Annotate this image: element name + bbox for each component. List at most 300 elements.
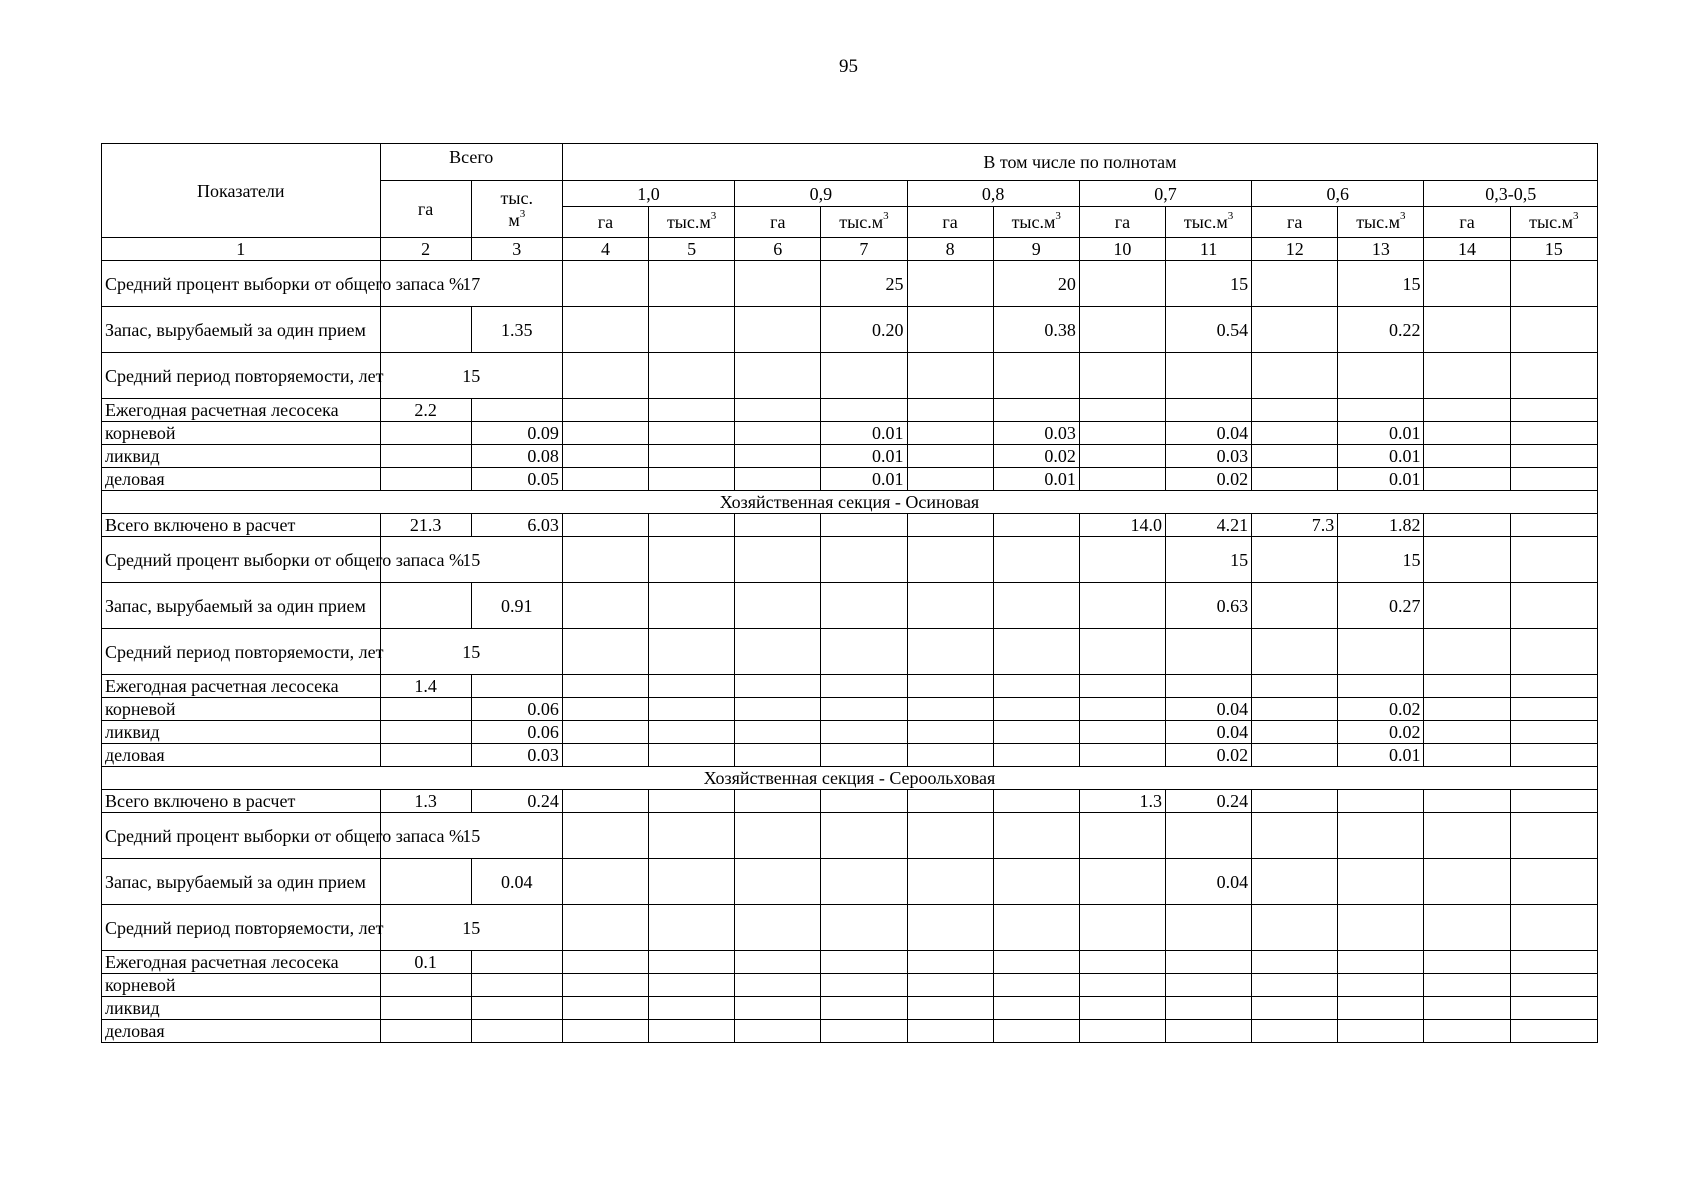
row-value-cell (649, 721, 735, 744)
row-value-cell (562, 445, 648, 468)
row-value-cell (1424, 698, 1510, 721)
row-value-cell (907, 744, 993, 767)
row-value-cell (1510, 744, 1597, 767)
row-value-cell (735, 353, 821, 399)
row-value-cell (993, 974, 1079, 997)
row-total-ha (380, 997, 471, 1020)
row-label: Всего включено в расчет (102, 514, 381, 537)
row-value-cell (735, 790, 821, 813)
row-value-cell (562, 997, 648, 1020)
row-label: деловая (102, 1020, 381, 1043)
unit-volume-cubic: 3 (1400, 210, 1406, 222)
row-value-cell: 0.03 (1165, 445, 1251, 468)
row-value-cell (649, 744, 735, 767)
row-value-cell (735, 721, 821, 744)
row-value-cell (907, 445, 993, 468)
row-value-cell (649, 445, 735, 468)
row-value-cell (735, 307, 821, 353)
row-value-cell (562, 790, 648, 813)
row-value-cell: 0.02 (1165, 468, 1251, 491)
row-value-cell: 0.01 (1338, 744, 1424, 767)
row-value-cell (562, 859, 648, 905)
row-value-cell (1510, 514, 1597, 537)
row-value-cell (907, 468, 993, 491)
row-value-cell (1079, 859, 1165, 905)
row-value-cell (993, 744, 1079, 767)
row-total-merged: 17 (380, 261, 562, 307)
row-value-cell: 0.02 (1165, 744, 1251, 767)
row-value-cell (1424, 445, 1510, 468)
row-value-cell (1424, 307, 1510, 353)
row-value-cell (1252, 790, 1338, 813)
row-total-volume: 0.04 (471, 859, 562, 905)
row-total-ha (380, 468, 471, 491)
row-value-cell: 0.38 (993, 307, 1079, 353)
row-value-cell: 0.01 (1338, 468, 1424, 491)
row-value-cell (993, 583, 1079, 629)
row-value-cell (1079, 353, 1165, 399)
section-title: Хозяйственная секция - Сероольховая (102, 767, 1598, 790)
unit-volume-cubic: 3 (1055, 210, 1061, 222)
row-value-cell: 25 (821, 261, 907, 307)
density-0-3-0-5: 0,3-0,5 (1424, 181, 1598, 207)
row-value-cell (735, 399, 821, 422)
row-label: корневой (102, 974, 381, 997)
unit-volume (1510, 207, 1597, 238)
row-value-cell: 0.02 (1338, 698, 1424, 721)
row-value-cell: 0.54 (1165, 307, 1251, 353)
row-value-cell (1079, 537, 1165, 583)
row-total-ha: 21.3 (380, 514, 471, 537)
unit-volume-cubic: 3 (883, 210, 889, 222)
row-value-cell (1510, 698, 1597, 721)
unit-ha: га (562, 207, 648, 238)
table-row (102, 514, 1598, 537)
unit-volume-cubic: 3 (1572, 210, 1579, 222)
row-value-cell (735, 813, 821, 859)
table-row (102, 859, 1598, 905)
row-value-cell (735, 997, 821, 1020)
row-total-ha (380, 721, 471, 744)
row-total-ha (380, 422, 471, 445)
row-value-cell (821, 698, 907, 721)
row-value-cell (649, 307, 735, 353)
table-row (102, 399, 1598, 422)
row-value-cell (821, 974, 907, 997)
row-value-cell (821, 583, 907, 629)
table-row (102, 951, 1598, 974)
row-value-cell (1165, 951, 1251, 974)
row-label: Всего включено в расчет (102, 790, 381, 813)
row-value-cell (1338, 859, 1424, 905)
row-value-cell (1079, 629, 1165, 675)
row-value-cell (1079, 744, 1165, 767)
row-total-volume: 6.03 (471, 514, 562, 537)
row-value-cell (1165, 997, 1251, 1020)
row-value-cell (1252, 744, 1338, 767)
row-value-cell (1424, 629, 1510, 675)
row-label: Ежегодная расчетная лесосека (102, 675, 381, 698)
row-value-cell (1165, 629, 1251, 675)
row-value-cell (649, 1020, 735, 1043)
row-total-merged: 15 (380, 813, 562, 859)
row-value-cell: 0.02 (1338, 721, 1424, 744)
row-value-cell (1424, 721, 1510, 744)
unit-ha: га (1079, 207, 1165, 238)
row-value-cell (649, 790, 735, 813)
table-row (102, 629, 1598, 675)
row-value-cell (993, 537, 1079, 583)
unit-volume-label: тыс.м (839, 212, 884, 232)
row-value-cell (649, 353, 735, 399)
row-label: деловая (102, 744, 381, 767)
row-value-cell (993, 997, 1079, 1020)
row-value-cell (735, 744, 821, 767)
row-value-cell (1079, 468, 1165, 491)
row-value-cell (1424, 675, 1510, 698)
row-total-ha (380, 307, 471, 353)
column-number: 10 (1079, 238, 1165, 261)
row-total-volume (471, 675, 562, 698)
row-value-cell (649, 629, 735, 675)
row-value-cell (562, 261, 648, 307)
row-total-merged: 15 (380, 537, 562, 583)
column-number: 3 (471, 238, 562, 261)
section-title-row (102, 491, 1598, 514)
row-total-volume: 0.24 (471, 790, 562, 813)
header-total-volume (471, 181, 562, 238)
row-value-cell (1079, 974, 1165, 997)
row-value-cell (1338, 974, 1424, 997)
row-value-cell (1252, 422, 1338, 445)
row-label: ликвид (102, 997, 381, 1020)
row-value-cell (993, 629, 1079, 675)
row-value-cell: 0.01 (821, 422, 907, 445)
row-value-cell (907, 790, 993, 813)
column-number: 12 (1252, 238, 1338, 261)
row-value-cell (1079, 1020, 1165, 1043)
row-value-cell: 15 (1338, 261, 1424, 307)
row-value-cell (1510, 399, 1597, 422)
row-value-cell (1424, 399, 1510, 422)
column-number: 4 (562, 238, 648, 261)
row-value-cell (562, 721, 648, 744)
unit-volume (993, 207, 1079, 238)
row-total-ha (380, 859, 471, 905)
row-value-cell (735, 974, 821, 997)
row-label: Ежегодная расчетная лесосека (102, 399, 381, 422)
row-value-cell (735, 905, 821, 951)
forest-calculation-table (101, 143, 1598, 1043)
row-total-merged: 15 (380, 353, 562, 399)
row-value-cell (649, 675, 735, 698)
row-value-cell (1252, 698, 1338, 721)
row-value-cell (649, 974, 735, 997)
row-value-cell (1510, 951, 1597, 974)
row-value-cell (735, 675, 821, 698)
row-value-cell (1424, 468, 1510, 491)
row-value-cell (562, 307, 648, 353)
row-value-cell: 0.27 (1338, 583, 1424, 629)
row-value-cell (1424, 905, 1510, 951)
row-value-cell (993, 859, 1079, 905)
row-total-volume: 0.09 (471, 422, 562, 445)
row-value-cell (1165, 813, 1251, 859)
row-value-cell (1252, 675, 1338, 698)
row-total-ha (380, 974, 471, 997)
row-value-cell (1252, 583, 1338, 629)
row-value-cell (1252, 261, 1338, 307)
row-value-cell (993, 698, 1079, 721)
density-0-6: 0,6 (1252, 181, 1424, 207)
table-row (102, 583, 1598, 629)
row-value-cell (735, 1020, 821, 1043)
row-value-cell (562, 422, 648, 445)
column-number: 1 (102, 238, 381, 261)
row-value-cell (907, 721, 993, 744)
table-row (102, 997, 1598, 1020)
row-value-cell (907, 698, 993, 721)
row-value-cell (821, 905, 907, 951)
row-value-cell (993, 721, 1079, 744)
table-row (102, 974, 1598, 997)
row-label: Средний процент выборки от общего запаса % (102, 261, 381, 307)
row-value-cell (562, 951, 648, 974)
row-value-cell: 14.0 (1079, 514, 1165, 537)
row-value-cell (1424, 583, 1510, 629)
row-label: Запас, вырубаемый за один прием (102, 583, 381, 629)
row-value-cell (1510, 422, 1597, 445)
row-value-cell (1510, 813, 1597, 859)
table-row (102, 261, 1598, 307)
row-value-cell (1424, 790, 1510, 813)
row-value-cell (1079, 399, 1165, 422)
row-value-cell (907, 859, 993, 905)
row-value-cell (735, 698, 821, 721)
row-value-cell (735, 859, 821, 905)
row-value-cell (1165, 675, 1251, 698)
row-value-cell: 0.01 (821, 445, 907, 468)
row-value-cell (821, 744, 907, 767)
row-value-cell: 0.20 (821, 307, 907, 353)
row-total-ha (380, 445, 471, 468)
row-value-cell: 0.04 (1165, 721, 1251, 744)
row-value-cell (1510, 997, 1597, 1020)
row-value-cell (649, 997, 735, 1020)
row-value-cell: 20 (993, 261, 1079, 307)
row-value-cell (1252, 629, 1338, 675)
row-value-cell (993, 353, 1079, 399)
row-value-cell (821, 675, 907, 698)
header-total: Всего (380, 144, 562, 181)
row-value-cell (735, 514, 821, 537)
row-total-volume (471, 399, 562, 422)
row-label: Средний процент выборки от общего запаса % (102, 537, 381, 583)
table-row (102, 422, 1598, 445)
row-value-cell (1424, 537, 1510, 583)
row-value-cell (907, 537, 993, 583)
table-row (102, 744, 1598, 767)
row-value-cell: 0.01 (993, 468, 1079, 491)
row-value-cell: 0.01 (821, 468, 907, 491)
row-value-cell (562, 1020, 648, 1043)
table-row (102, 790, 1598, 813)
row-value-cell (821, 859, 907, 905)
row-value-cell (562, 514, 648, 537)
row-value-cell (735, 951, 821, 974)
row-value-cell (907, 905, 993, 951)
row-value-cell (1252, 974, 1338, 997)
row-total-volume: 1.35 (471, 307, 562, 353)
row-total-ha (380, 583, 471, 629)
row-value-cell (1510, 675, 1597, 698)
row-value-cell: 15 (1165, 537, 1251, 583)
row-total-volume: 0.08 (471, 445, 562, 468)
header-total-ha: га (380, 181, 471, 238)
header-including-density: В том числе по полнотам (562, 144, 1597, 181)
row-value-cell (907, 951, 993, 974)
row-value-cell (821, 813, 907, 859)
row-value-cell (1252, 997, 1338, 1020)
row-total-volume: 0.06 (471, 721, 562, 744)
row-value-cell (993, 675, 1079, 698)
row-value-cell: 4.21 (1165, 514, 1251, 537)
row-value-cell (821, 353, 907, 399)
row-value-cell (1424, 951, 1510, 974)
row-value-cell (562, 744, 648, 767)
row-value-cell (649, 813, 735, 859)
row-label: Средний период повторяемости, лет (102, 629, 381, 675)
row-label: ликвид (102, 445, 381, 468)
row-value-cell (907, 629, 993, 675)
row-total-volume: 0.06 (471, 698, 562, 721)
row-label: Запас, вырубаемый за один прием (102, 307, 381, 353)
row-value-cell (993, 905, 1079, 951)
row-value-cell (1510, 974, 1597, 997)
row-value-cell (735, 445, 821, 468)
row-value-cell: 0.63 (1165, 583, 1251, 629)
row-value-cell (1338, 629, 1424, 675)
unit-volume (649, 207, 735, 238)
header-volume-m: м (508, 210, 520, 230)
table-row (102, 353, 1598, 399)
table-row (102, 721, 1598, 744)
row-value-cell (907, 675, 993, 698)
row-total-volume: 0.03 (471, 744, 562, 767)
row-total-merged: 15 (380, 629, 562, 675)
row-value-cell: 0.24 (1165, 790, 1251, 813)
row-value-cell (1079, 813, 1165, 859)
row-value-cell (993, 790, 1079, 813)
row-value-cell (649, 698, 735, 721)
unit-ha: га (907, 207, 993, 238)
row-value-cell (649, 951, 735, 974)
row-value-cell (1338, 997, 1424, 1020)
column-number: 5 (649, 238, 735, 261)
header-row-1 (102, 144, 1598, 181)
row-value-cell (1510, 583, 1597, 629)
row-value-cell (907, 353, 993, 399)
unit-volume (1338, 207, 1424, 238)
row-total-volume: 0.91 (471, 583, 562, 629)
row-label: Средний период повторяемости, лет (102, 905, 381, 951)
table-row (102, 813, 1598, 859)
row-value-cell (821, 537, 907, 583)
column-numbers-row (102, 238, 1598, 261)
row-value-cell (1252, 951, 1338, 974)
row-value-cell (821, 399, 907, 422)
column-number: 15 (1510, 238, 1597, 261)
row-value-cell (1510, 790, 1597, 813)
table-row (102, 468, 1598, 491)
row-value-cell (993, 813, 1079, 859)
row-value-cell (1424, 261, 1510, 307)
row-value-cell (1510, 307, 1597, 353)
row-value-cell (649, 399, 735, 422)
row-value-cell (907, 261, 993, 307)
row-value-cell: 0.01 (1338, 422, 1424, 445)
unit-volume-label: тыс.м (1529, 212, 1573, 232)
section-title: Хозяйственная секция - Осиновая (102, 491, 1598, 514)
row-value-cell (735, 422, 821, 445)
unit-volume-cubic: 3 (710, 210, 717, 222)
row-value-cell (1079, 997, 1165, 1020)
row-value-cell (1165, 353, 1251, 399)
row-value-cell (1165, 1020, 1251, 1043)
row-value-cell (1252, 353, 1338, 399)
row-value-cell (562, 698, 648, 721)
row-value-cell (1252, 1020, 1338, 1043)
row-total-ha (380, 744, 471, 767)
row-value-cell (562, 905, 648, 951)
row-total-ha (380, 698, 471, 721)
row-value-cell (907, 1020, 993, 1043)
row-total-volume (471, 997, 562, 1020)
column-number: 2 (380, 238, 471, 261)
row-value-cell (821, 997, 907, 1020)
row-value-cell: 7.3 (1252, 514, 1338, 537)
table-row (102, 905, 1598, 951)
density-0-8: 0,8 (907, 181, 1079, 207)
row-value-cell (1424, 744, 1510, 767)
unit-volume-label: тыс.м (666, 212, 711, 232)
row-value-cell (1165, 905, 1251, 951)
row-value-cell (821, 790, 907, 813)
row-value-cell (649, 905, 735, 951)
row-value-cell (649, 261, 735, 307)
row-value-cell (1252, 445, 1338, 468)
row-value-cell (821, 1020, 907, 1043)
row-value-cell (735, 583, 821, 629)
column-number: 8 (907, 238, 993, 261)
unit-volume-label: тыс.м (1356, 212, 1401, 232)
row-value-cell (649, 583, 735, 629)
row-total-volume (471, 1020, 562, 1043)
row-total-ha: 1.4 (380, 675, 471, 698)
table-row (102, 1020, 1598, 1043)
row-total-volume (471, 974, 562, 997)
row-label: деловая (102, 468, 381, 491)
row-value-cell (821, 721, 907, 744)
row-value-cell (1338, 1020, 1424, 1043)
row-total-merged: 15 (380, 905, 562, 951)
row-value-cell (1510, 353, 1597, 399)
row-value-cell (1338, 353, 1424, 399)
row-value-cell (907, 307, 993, 353)
row-value-cell (1510, 445, 1597, 468)
row-value-cell (1252, 813, 1338, 859)
unit-ha: га (1252, 207, 1338, 238)
